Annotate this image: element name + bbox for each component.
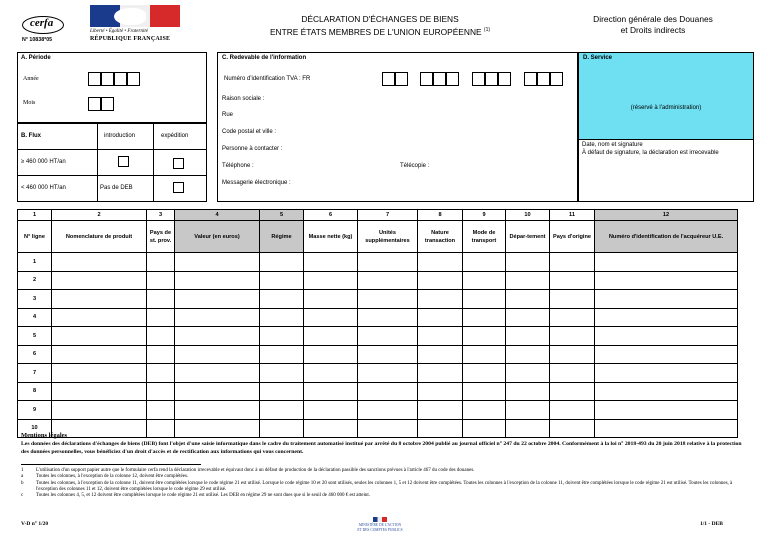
column-number-row — [18, 210, 738, 221]
row-number: 5 — [18, 327, 52, 346]
postal-code-label[interactable]: Code postal et ville : — [222, 129, 277, 135]
table-cell[interactable] — [260, 271, 304, 290]
header-country-origin: Pays d'origine — [550, 221, 595, 253]
header-regime: Régime — [260, 221, 304, 253]
table-row — [18, 345, 738, 364]
table-cell[interactable] — [304, 419, 358, 438]
col-number: 9 — [463, 210, 506, 221]
table-cell[interactable] — [506, 401, 550, 420]
table-row — [18, 382, 738, 401]
ministry-logo — [330, 517, 430, 532]
table-cell[interactable] — [52, 345, 147, 364]
table-cell[interactable] — [358, 253, 418, 272]
header-line-number: N° ligne — [18, 221, 52, 253]
vat-digit-3[interactable] — [420, 72, 433, 86]
header-net-mass: Masse nette (kg) — [304, 221, 358, 253]
table-cell[interactable] — [358, 345, 418, 364]
table-cell[interactable] — [595, 364, 738, 383]
header-nomenclature: Nomenclature de produit — [52, 221, 147, 253]
footnote-text: Toutes les colonnes 4, 5, et 12 doivent être complétées lorsque le code régime 21 est utilisé. Les DEB en régime 29 ne sont dues que si le seuil de 460 000 € est atteint. — [36, 493, 371, 499]
table-cell[interactable] — [358, 308, 418, 327]
table-cell[interactable] — [358, 271, 418, 290]
direction-line1: Direction générale des Douanes — [593, 14, 713, 24]
table-cell[interactable] — [506, 345, 550, 364]
table-cell[interactable] — [260, 327, 304, 346]
flux-threshold-above: ≥ 460 000 HT/an — [21, 159, 66, 165]
section-d-service — [578, 52, 754, 202]
footnote — [21, 481, 751, 494]
month-label: Mois — [23, 100, 36, 106]
marianne-logo — [90, 5, 180, 27]
table-cell[interactable] — [595, 401, 738, 420]
table-cell[interactable] — [260, 253, 304, 272]
reserved-label: (réservé à l'administration) — [630, 105, 702, 111]
goods-table — [17, 209, 738, 438]
table-cell[interactable] — [175, 327, 260, 346]
row-number: 8 — [18, 382, 52, 401]
header-acquirer-id: Numéro d'identification de l'acquéreur U.E. — [595, 221, 738, 253]
table-cell[interactable] — [175, 308, 260, 327]
table-cell[interactable] — [260, 401, 304, 420]
table-cell[interactable] — [463, 382, 506, 401]
table-cell[interactable] — [463, 308, 506, 327]
title-line1: DÉCLARATION D'ÉCHANGES DE BIENS — [301, 14, 459, 24]
col-number: 1 — [18, 210, 52, 221]
vat-number-label: Numéro d'identification TVA : FR — [224, 76, 311, 82]
table-cell[interactable] — [358, 401, 418, 420]
signature-note: À défaut de signature, la déclaration est irrecevable — [582, 150, 719, 156]
year-digit-4[interactable] — [127, 72, 140, 86]
fax-label[interactable]: Télécopie : — [400, 163, 430, 169]
vat-digit-8[interactable] — [498, 72, 511, 86]
table-cell[interactable] — [147, 271, 175, 290]
table-cell[interactable] — [550, 308, 595, 327]
table-cell[interactable] — [260, 290, 304, 309]
table-cell[interactable] — [418, 271, 463, 290]
table-cell[interactable] — [175, 290, 260, 309]
table-cell[interactable] — [550, 364, 595, 383]
table-cell[interactable] — [260, 382, 304, 401]
table-cell[interactable] — [260, 345, 304, 364]
row-number: 6 — [18, 345, 52, 364]
row-number: 1 — [18, 253, 52, 272]
table-cell[interactable] — [506, 364, 550, 383]
footnote-mark: b — [21, 480, 24, 486]
table-cell[interactable] — [52, 327, 147, 346]
footnote — [21, 493, 751, 499]
direction-title — [568, 14, 738, 36]
ministry-line1: MINISTÈRE DE L'ACTION — [358, 523, 402, 527]
direction-line2: et Droits indirects — [620, 25, 686, 35]
cerfa-number: N° 10838*05 — [22, 37, 53, 43]
table-cell[interactable] — [463, 401, 506, 420]
col-number: 7 — [358, 210, 418, 221]
footnote-text: Toutes les colonnes, à l'exception de la colonne 12, doivent être complétées. — [36, 474, 189, 480]
table-cell[interactable] — [595, 308, 738, 327]
table-cell[interactable] — [304, 401, 358, 420]
column-header-row — [18, 221, 738, 253]
table-cell[interactable] — [506, 290, 550, 309]
table-cell[interactable] — [260, 364, 304, 383]
phone-label[interactable]: Téléphone : — [222, 163, 254, 169]
col-number: 5 — [260, 210, 304, 221]
table-cell[interactable] — [358, 364, 418, 383]
table-cell[interactable] — [358, 290, 418, 309]
vat-digit-7[interactable] — [485, 72, 498, 86]
form-reference: V-D n° 1/20 — [21, 521, 49, 527]
section-a-period — [17, 52, 207, 123]
year-digit-3[interactable] — [114, 72, 127, 86]
table-cell[interactable] — [418, 382, 463, 401]
table-cell[interactable] — [418, 345, 463, 364]
year-label: Année — [23, 76, 39, 82]
header-transaction-nature: Nature transaction — [418, 221, 463, 253]
legal-title: Mentions légales — [21, 432, 68, 439]
footnotes — [21, 468, 751, 499]
table-cell[interactable] — [418, 308, 463, 327]
row-number: 10 — [18, 419, 52, 438]
table-cell[interactable] — [147, 364, 175, 383]
table-row — [18, 253, 738, 272]
table-cell[interactable] — [52, 253, 147, 272]
title-line2: ENTRE ÉTATS MEMBRES DE L'UNION EUROPÉENNE — [269, 26, 482, 37]
table-cell[interactable] — [52, 308, 147, 327]
email-label[interactable]: Messagerie électronique : — [222, 180, 291, 186]
vat-digit-2[interactable] — [395, 72, 408, 86]
table-row — [18, 401, 738, 420]
table-cell[interactable] — [147, 290, 175, 309]
table-cell[interactable] — [304, 382, 358, 401]
table-cell[interactable] — [147, 308, 175, 327]
col-number: 6 — [304, 210, 358, 221]
table-cell[interactable] — [175, 253, 260, 272]
header-country-provenance: Pays de st. prov. — [147, 221, 175, 253]
table-cell[interactable] — [418, 290, 463, 309]
table-cell[interactable] — [595, 290, 738, 309]
no-deb-label: Pas de DEB — [100, 185, 133, 191]
table-cell[interactable] — [595, 345, 738, 364]
introduction-checkbox[interactable] — [118, 156, 129, 167]
table-cell[interactable] — [550, 271, 595, 290]
cerfa-logo: cerfa — [22, 14, 66, 36]
col-number: 4 — [175, 210, 260, 221]
table-cell[interactable] — [52, 290, 147, 309]
table-cell[interactable] — [147, 401, 175, 420]
table-cell[interactable] — [463, 345, 506, 364]
vat-digit-10[interactable] — [537, 72, 550, 86]
table-row — [18, 290, 738, 309]
republic-motto: Liberté • Égalité • Fraternité — [90, 29, 148, 34]
table-cell[interactable] — [304, 308, 358, 327]
title-note: (1) — [483, 27, 491, 33]
no-deb-checkbox[interactable] — [173, 182, 184, 193]
table-cell[interactable] — [52, 401, 147, 420]
table-cell[interactable] — [52, 271, 147, 290]
header-supplementary-units: Unités supplémentaires — [358, 221, 418, 253]
form-title — [250, 14, 510, 38]
table-cell[interactable] — [175, 382, 260, 401]
table-cell[interactable] — [304, 271, 358, 290]
table-cell[interactable] — [304, 290, 358, 309]
table-cell[interactable] — [595, 382, 738, 401]
table-cell[interactable] — [304, 327, 358, 346]
table-cell[interactable] — [260, 308, 304, 327]
table-cell[interactable] — [418, 364, 463, 383]
table-cell[interactable] — [304, 345, 358, 364]
table-cell[interactable] — [358, 327, 418, 346]
table-cell[interactable] — [506, 382, 550, 401]
expedition-label: expédition — [161, 133, 189, 139]
section-d-title: D. Service — [583, 55, 613, 61]
col-number: 8 — [418, 210, 463, 221]
table-cell[interactable] — [506, 419, 550, 438]
row-number: 7 — [18, 364, 52, 383]
footnote-text: L'utilisation d'un support papier autre que le formulaire cerfa rend la déclaration irrecevable et équivaut donc à un défaut de production de la déclaration passible des sanctions prévues à l'article 467 du code des douanes. — [36, 468, 475, 473]
table-row — [18, 271, 738, 290]
vat-digit-4[interactable] — [433, 72, 446, 86]
section-a-title: A. Période — [21, 55, 51, 61]
footnote-mark: a — [21, 474, 24, 480]
table-cell[interactable] — [595, 327, 738, 346]
year-digit-2[interactable] — [101, 72, 114, 86]
footnote-text: Toutes les colonnes, à l'exception de la colonne 11, doivent être complétées lorsque le code régime 21 est utilisé. Lorsque le code régime 10 et 20 sont utilisés, seules les colonnes 1, 5 et 12 doivent être complétées. Toutes les colonnes à l'exception de la colonne 11, doivent être complétées lorsque le code régime 21 est utilisé. Toutes les colonnes, à l'exception des colonnes 11 et 12, doivent être complétées lorsque le code régime 29 est utilisé. — [36, 480, 733, 492]
month-digit-1[interactable] — [88, 97, 101, 111]
table-cell[interactable] — [52, 382, 147, 401]
table-cell[interactable] — [550, 290, 595, 309]
header-value: Valeur (en euros) — [175, 221, 260, 253]
col-number: 3 — [147, 210, 175, 221]
year-digit-1[interactable] — [88, 72, 101, 86]
ministry-line2: ET DES COMPTES PUBLICS — [357, 527, 403, 532]
table-cell[interactable] — [175, 364, 260, 383]
vat-digit-1[interactable] — [382, 72, 395, 86]
company-name-label[interactable]: Raison sociale : — [222, 96, 265, 102]
expedition-checkbox[interactable] — [173, 158, 184, 169]
flux-threshold-below: < 460 000 HT/an — [21, 185, 66, 191]
row-number: 4 — [18, 308, 52, 327]
table-cell[interactable] — [418, 253, 463, 272]
col-number: 11 — [550, 210, 595, 221]
table-cell[interactable] — [463, 253, 506, 272]
introduction-label: introduction — [104, 133, 136, 139]
table-cell[interactable] — [463, 327, 506, 346]
table-cell[interactable] — [506, 271, 550, 290]
contact-person-label[interactable]: Personne à contacter : — [222, 146, 283, 152]
table-cell[interactable] — [550, 345, 595, 364]
table-cell[interactable] — [418, 419, 463, 438]
section-c-redevable — [217, 52, 578, 202]
month-digit-2[interactable] — [101, 97, 114, 111]
header-department: Dépar-tement — [506, 221, 550, 253]
table-cell[interactable] — [463, 364, 506, 383]
vat-digit-9[interactable] — [524, 72, 537, 86]
table-cell[interactable] — [550, 419, 595, 438]
table-cell[interactable] — [52, 364, 147, 383]
table-cell[interactable] — [506, 253, 550, 272]
table-cell[interactable] — [260, 419, 304, 438]
table-cell[interactable] — [418, 327, 463, 346]
table-cell[interactable] — [304, 364, 358, 383]
table-cell[interactable] — [147, 345, 175, 364]
table-cell[interactable] — [175, 345, 260, 364]
legal-text: Les données des déclarations d'échanges de biens (DEB) font l'objet d'une saisie informatique dans le cadre du traitement automatisé institué par arrêté du 8 octobre 2004 publié au journal officiel n° 247 du 22 octobre 2004. Conformément à la loi n° 2018-493 du 20 juin 2018 relative à la protection des données personnelles, vous bénéficiez d'un droit d'accès et de rectification aux informations qui vous concernent. — [21, 441, 742, 455]
table-cell[interactable] — [463, 419, 506, 438]
table-row — [18, 327, 738, 346]
service-reserved-area — [579, 53, 753, 139]
row-number: 9 — [18, 401, 52, 420]
table-cell[interactable] — [550, 401, 595, 420]
table-cell[interactable] — [463, 290, 506, 309]
footnote-mark: c — [21, 493, 24, 499]
section-b-title: B. Flux — [21, 133, 42, 139]
table-cell[interactable] — [304, 253, 358, 272]
section-b-flux — [17, 123, 207, 202]
table-cell[interactable] — [147, 419, 175, 438]
street-label[interactable]: Rue — [222, 112, 234, 118]
section-c-title: C. Redevable de l'information — [222, 55, 307, 61]
footnote-mark: 1 — [21, 468, 24, 473]
republic-name: RÉPUBLIQUE FRANÇAISE — [90, 36, 171, 42]
col-number: 12 — [595, 210, 738, 221]
col-number: 10 — [506, 210, 550, 221]
table-cell[interactable] — [595, 271, 738, 290]
vat-digit-11[interactable] — [550, 72, 563, 86]
table-cell[interactable] — [147, 253, 175, 272]
table-cell[interactable] — [358, 419, 418, 438]
table-cell[interactable] — [175, 401, 260, 420]
table-cell[interactable] — [506, 308, 550, 327]
footnote-separator — [21, 464, 201, 465]
table-cell[interactable] — [595, 419, 738, 438]
table-cell[interactable] — [550, 382, 595, 401]
table-cell[interactable] — [550, 327, 595, 346]
header-transport-mode: Mode de transport — [463, 221, 506, 253]
vat-digit-5[interactable] — [446, 72, 459, 86]
table-cell[interactable] — [175, 419, 260, 438]
signature-label[interactable]: Date, nom et signature — [582, 142, 643, 148]
table-row — [18, 419, 738, 438]
page-reference: 1/1 - DEB — [700, 521, 723, 527]
row-number: 2 — [18, 271, 52, 290]
table-row — [18, 364, 738, 383]
vat-digit-6[interactable] — [472, 72, 485, 86]
table-cell[interactable] — [550, 253, 595, 272]
table-row — [18, 308, 738, 327]
table-cell[interactable] — [463, 271, 506, 290]
table-cell[interactable] — [418, 401, 463, 420]
table-cell[interactable] — [595, 253, 738, 272]
table-cell[interactable] — [147, 327, 175, 346]
table-cell[interactable] — [506, 327, 550, 346]
col-number: 2 — [52, 210, 147, 221]
table-cell[interactable] — [358, 382, 418, 401]
table-cell[interactable] — [147, 382, 175, 401]
row-number: 3 — [18, 290, 52, 309]
table-cell[interactable] — [175, 271, 260, 290]
